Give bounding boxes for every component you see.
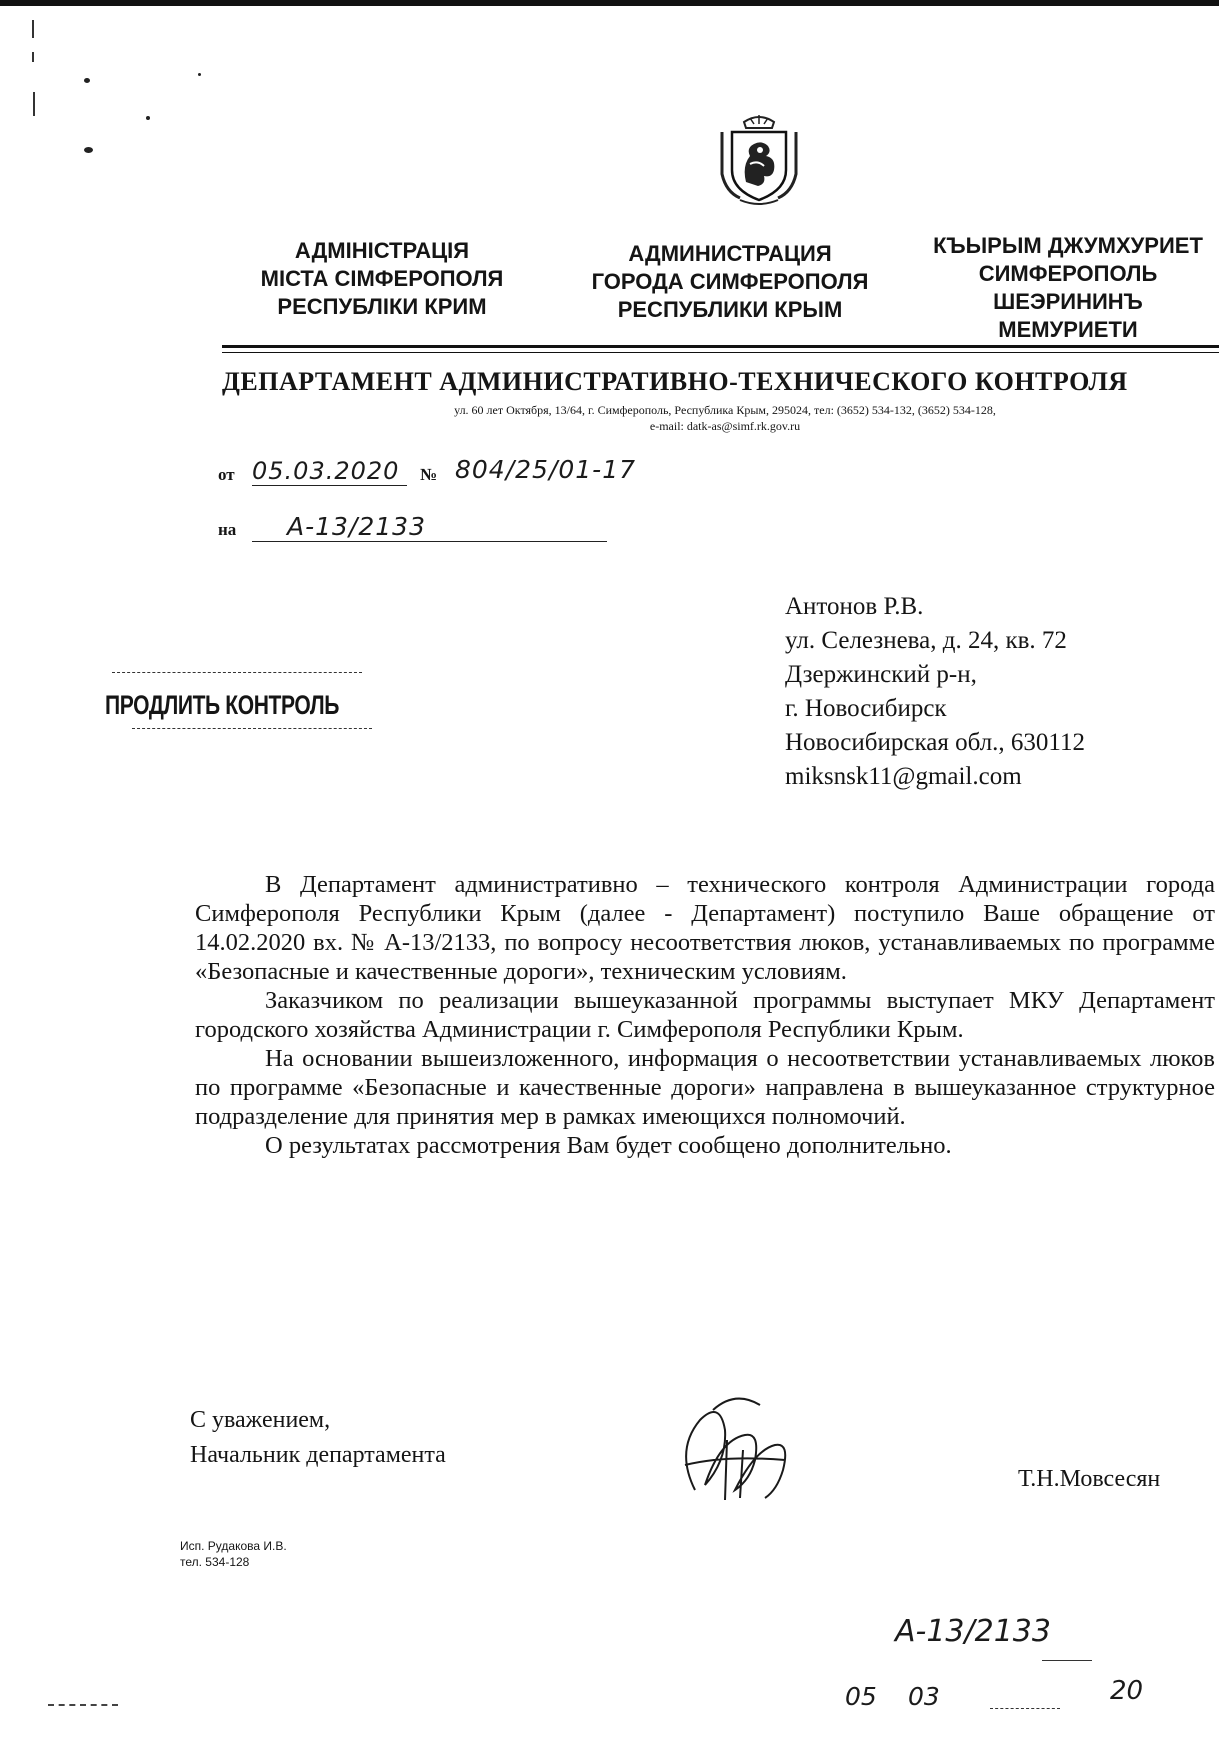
header-russian-line: ГОРОДА СИМФЕРОПОЛЯ bbox=[591, 269, 869, 294]
scan-bottom-mark bbox=[48, 1704, 118, 1706]
registration-underline bbox=[990, 1708, 1060, 1709]
recipient-district: Дзержинский р-н, bbox=[785, 661, 977, 688]
header-ukrainian-line: АДМІНІСТРАЦІЯ bbox=[294, 238, 470, 263]
closing-block bbox=[190, 1403, 446, 1473]
registration-day: 05 bbox=[845, 1682, 877, 1711]
recipient-region: Новосибирская обл., 630112 bbox=[785, 729, 1085, 756]
registration-year: 20 bbox=[1110, 1676, 1144, 1706]
header-russian-line: РЕСПУБЛИКИ КРЫМ bbox=[617, 297, 843, 322]
signer-name: Т.Н.Мовсесян bbox=[1018, 1466, 1161, 1492]
signer-position: Начальник департамента bbox=[190, 1442, 446, 1468]
header-crimean-tatar-line: КЪЫРЫМ ДЖУМХУРИЕТ bbox=[933, 233, 1203, 258]
outgoing-date: 05.03.2020 bbox=[252, 457, 407, 486]
header-ukrainian-line: МІСТА СІМФЕРОПОЛЯ bbox=[260, 266, 504, 291]
header-crimean-tatar-line: СИМФЕРОПОЛЬ bbox=[978, 261, 1158, 286]
number-label: № bbox=[420, 465, 438, 484]
from-label: от bbox=[218, 465, 235, 484]
header-russian-name bbox=[565, 240, 895, 324]
scan-edge-mark bbox=[33, 92, 35, 116]
body-paragraph: Заказчиком по реализации вышеуказанной программы выступает МКУ Департамент городского хозяйства Администрации г. Симферополя Республики Крым. bbox=[195, 987, 1215, 1043]
body-paragraph: О результатах рассмотрения Вам будет сообщено дополнительно. bbox=[265, 1132, 952, 1159]
address-line: ул. 60 лет Октября, 13/64, г. Симферополь, Республика Крым, 295024, тел: (3652) 534-132, (3652) 534-128, bbox=[454, 403, 996, 417]
recipient-city: г. Новосибирск bbox=[785, 695, 947, 722]
header-russian-line: АДМИНИСТРАЦИЯ bbox=[628, 241, 832, 266]
executor-phone: тел. 534-128 bbox=[180, 1555, 250, 1569]
header-crimean-tatar-name bbox=[918, 232, 1218, 344]
stamp-border-top bbox=[112, 672, 362, 673]
closing-regards: С уважением, bbox=[190, 1407, 331, 1433]
registration-number: А-13/2133 bbox=[895, 1614, 1051, 1649]
incoming-reference: А-13/2133 bbox=[252, 512, 607, 542]
recipient-block bbox=[785, 590, 1085, 794]
scan-top-edge bbox=[0, 0, 1219, 6]
recipient-name: Антонов Р.В. bbox=[785, 593, 924, 620]
address-email: e-mail: datk-as@simf.rk.gov.ru bbox=[649, 419, 801, 433]
header-crimean-tatar-line: МЕМУРИЕТИ bbox=[998, 317, 1138, 342]
scan-speck bbox=[198, 73, 201, 76]
scan-speck bbox=[146, 116, 150, 120]
registration-underline bbox=[1042, 1660, 1092, 1661]
registration-month: 03 bbox=[908, 1682, 940, 1711]
header-divider-thin bbox=[222, 352, 1219, 353]
body-paragraph: На основании вышеизложенного, информация о несоответствии устанавливаемых люков по программе «Безопасные и качественные дороги» направлена в вышеуказанное структурное подразделение для принятия мер в рамках имеющихся полномочий. bbox=[195, 1045, 1215, 1130]
executor-block bbox=[180, 1538, 287, 1570]
header-divider bbox=[222, 345, 1219, 348]
outgoing-number: 804/25/01-17 bbox=[455, 455, 637, 484]
department-address bbox=[235, 402, 1215, 434]
scan-edge-mark bbox=[32, 20, 34, 38]
letter-body bbox=[195, 870, 1215, 1160]
control-stamp: ПРОДЛИТЬ КОНТРОЛЬ bbox=[105, 690, 339, 720]
handwritten-signature bbox=[665, 1380, 815, 1520]
header-crimean-tatar-line: ШЕЭРИНИНЪ bbox=[993, 289, 1143, 314]
executor-name: Исп. Рудакова И.В. bbox=[180, 1539, 287, 1553]
body-paragraph: В Департамент административно – технического контроля Администрации города Симферополя Республики Крым (далее - Департамент) поступило Ваше обращение от 14.02.2020 вх. № А-13/2133, по вопросу несоответствия люков, устанавливаемых по программе «Безопасные и качественные дороги», техническим условиям. bbox=[195, 871, 1215, 985]
header-ukrainian-line: РЕСПУБЛІКИ КРИМ bbox=[277, 294, 487, 319]
stamp-border-bottom bbox=[132, 728, 372, 729]
to-label: на bbox=[218, 520, 237, 539]
coat-of-arms-emblem bbox=[714, 112, 804, 208]
recipient-email: miksnsk11@gmail.com bbox=[785, 763, 1022, 790]
header-ukrainian-name bbox=[222, 237, 542, 321]
scan-speck bbox=[84, 147, 93, 153]
recipient-street: ул. Селезнева, д. 24, кв. 72 bbox=[785, 627, 1067, 654]
department-title: ДЕПАРТАМЕНТ АДМИНИСТРАТИВНО-ТЕХНИЧЕСКОГО КОНТРОЛЯ bbox=[222, 367, 1128, 396]
scan-edge-mark bbox=[32, 52, 34, 62]
scan-speck bbox=[84, 78, 90, 83]
